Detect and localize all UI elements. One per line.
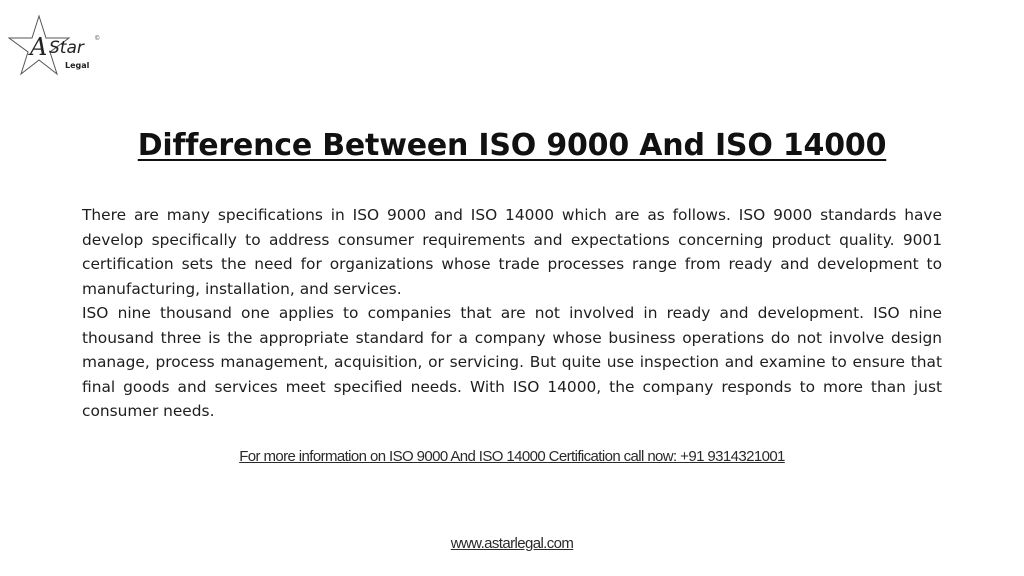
registered-mark: © — [95, 36, 100, 42]
paragraph-intro: There are many specifications in ISO 9000 and ISO 14000 which are as follows. ISO 9000 standards have develop specifically to address consumer requirements and expectations concerning product quality. 9001 certification sets the need for organizations whose trade processes range from ready and development to manufacturing, installation, and services. — [82, 206, 942, 298]
body-content — [82, 203, 942, 424]
brand-logo — [8, 14, 108, 76]
logo-subtitle: Legal — [65, 61, 90, 70]
paragraph-details: ISO nine thousand one applies to companies that are not involved in ready and development. ISO nine thousand three is the appropriate standard for a company whose business operations do not involve design manage, process management, acquisition, or servicing. But quite use inspection and examine to ensure that final goods and services meet specified needs. With ISO 14000, the company responds to more than just consumer needs. — [82, 304, 942, 420]
call-to-action — [0, 447, 1024, 467]
website-link[interactable]: www.astarlegal.com — [450, 535, 574, 552]
footer — [0, 534, 1024, 554]
page-title: Difference Between ISO 9000 And ISO 14000 — [137, 128, 887, 163]
logo-word: Star — [49, 38, 84, 58]
cta-link[interactable]: For more information on ISO 9000 And ISO 14000 Certification call now: +91 9314321001 — [239, 448, 785, 465]
logo-letter: A — [30, 33, 48, 61]
